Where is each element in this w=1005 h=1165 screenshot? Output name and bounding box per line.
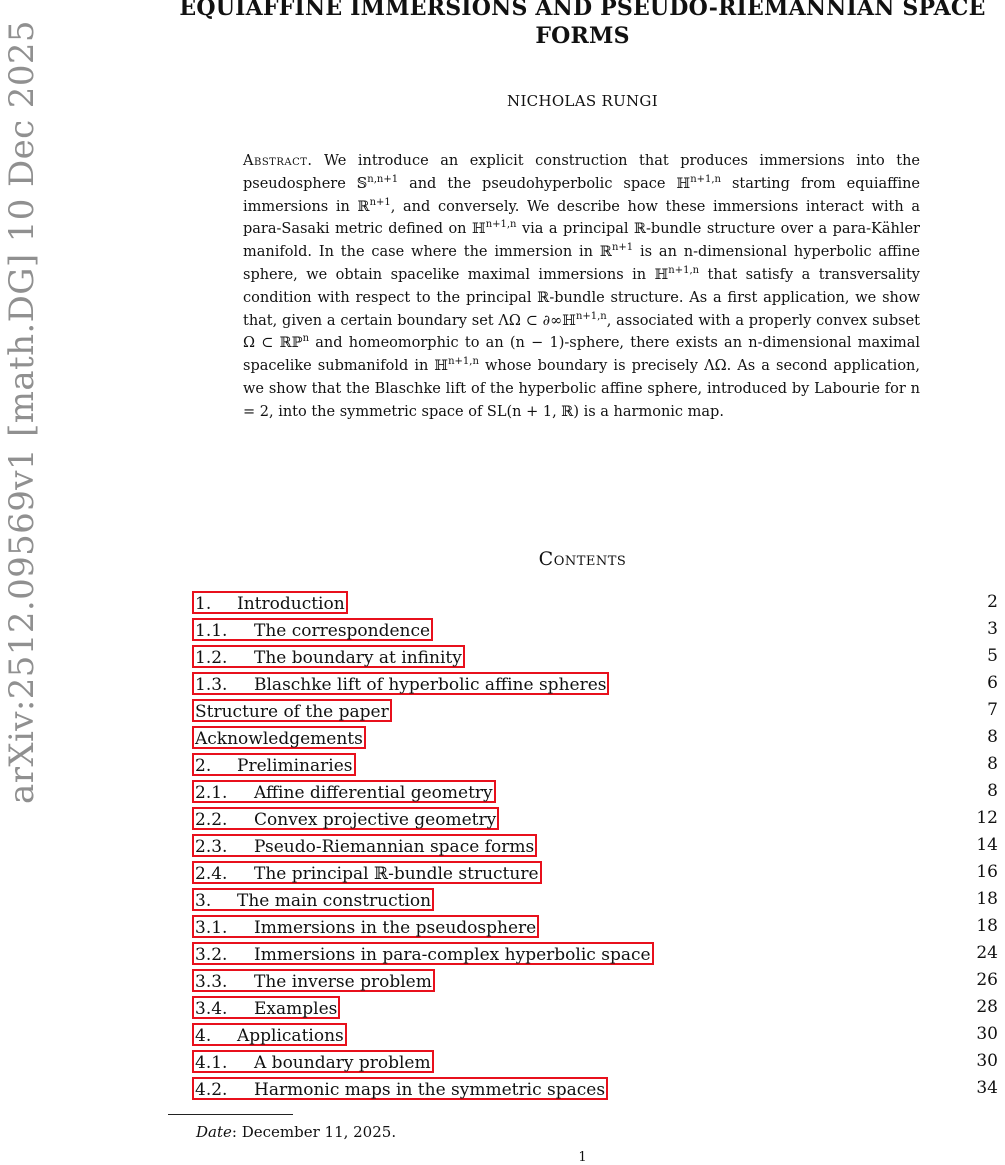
toc-title: Blaschke lift of hyperbolic affine spheres <box>254 675 607 695</box>
toc-number: 1.3. <box>195 675 228 695</box>
toc-title: The boundary at infinity <box>254 648 462 668</box>
toc-number: 2.4. <box>195 864 228 884</box>
math-superscript: n+1 <box>611 242 634 254</box>
math-symbol: ℝ <box>599 244 612 261</box>
toc-row <box>192 1076 998 1103</box>
math-symbol: ℍ <box>562 312 576 329</box>
math-symbol: ℍ <box>654 266 669 283</box>
toc-number: 3. <box>195 891 212 911</box>
toc-link[interactable] <box>192 807 499 830</box>
abstract-text: whose boundary is precisely ΛΩ. As a second application, we show that the Blaschke lift of the hyperbolic affine sphere, introduced by Labourie for n = 2, into the symmetric space of SL(n + 1, ℝ) is a harmonic map. <box>243 358 920 420</box>
toc-link[interactable] <box>192 618 433 641</box>
toc-page-number: 26 <box>976 970 998 990</box>
toc-page-number: 3 <box>987 619 998 639</box>
math-symbol: 𝕊 <box>356 175 368 192</box>
toc-page-number: 8 <box>987 781 998 801</box>
toc-number: 3.1. <box>195 918 228 938</box>
toc-number: 3.3. <box>195 972 228 992</box>
toc-number: 1.1. <box>195 621 228 641</box>
toc-page-number: 16 <box>976 862 998 882</box>
toc-title: Convex projective geometry <box>254 810 497 830</box>
toc-title: Acknowledgements <box>195 729 363 749</box>
math-superscript: n+1,n <box>575 310 607 322</box>
toc-page-number: 30 <box>976 1051 998 1071</box>
toc-title: Immersions in the pseudosphere <box>254 918 537 938</box>
toc-link[interactable] <box>192 996 340 1019</box>
toc-row <box>192 698 998 725</box>
toc-link[interactable] <box>192 726 366 749</box>
toc-page-number: 30 <box>976 1024 998 1044</box>
toc-row <box>192 968 998 995</box>
abstract-label: Abstract. <box>243 153 313 169</box>
toc-link[interactable] <box>192 888 434 911</box>
toc-title: The inverse problem <box>254 972 432 992</box>
toc-number: 4. <box>195 1026 212 1046</box>
toc-page-number: 14 <box>976 835 998 855</box>
math-symbol: ℍ <box>434 358 449 375</box>
toc-row <box>192 725 998 752</box>
toc-title: Structure of the paper <box>195 702 389 722</box>
footnote-text: : December 11, 2025. <box>231 1123 397 1141</box>
abstract-text: and homeomorphic to an (n − 1)-sphere, there exists an n-dimensional maximal spacelike submanifold in <box>243 335 920 375</box>
toc-page-number: 12 <box>976 808 998 828</box>
toc-number: 2.1. <box>195 783 228 803</box>
toc-number: 2.3. <box>195 837 228 857</box>
toc-row <box>192 752 998 779</box>
toc-page-number: 5 <box>987 646 998 666</box>
title-line-2: FORMS <box>535 23 630 49</box>
math-superscript: n+1,n <box>668 265 700 277</box>
abstract-text: , and conversely. We describe how these immersions interact with a para-Sasaki metric defined on <box>243 198 920 238</box>
toc-link[interactable] <box>192 1077 608 1100</box>
toc-row <box>192 1022 998 1049</box>
toc-link[interactable] <box>192 591 348 614</box>
toc-page-number: 7 <box>987 700 998 720</box>
math-superscript: n <box>302 333 310 345</box>
toc-link[interactable] <box>192 834 537 857</box>
toc-row <box>192 779 998 806</box>
toc-page-number: 28 <box>976 997 998 1017</box>
toc-title: The principal ℝ-bundle structure <box>254 864 539 884</box>
toc-title: A boundary problem <box>254 1053 431 1073</box>
toc-link[interactable] <box>192 1050 434 1073</box>
toc-row <box>192 887 998 914</box>
abstract-text: via a principal ℝ-bundle structure over a para-Kähler manifold. In the case where the immersion in <box>243 221 920 261</box>
toc-title: Immersions in para-complex hyperbolic space <box>254 945 651 965</box>
arxiv-stamp <box>0 0 45 1164</box>
toc-row <box>192 941 998 968</box>
math-superscript: n,n+1 <box>367 173 399 185</box>
toc-title: Pseudo-Riemannian space forms <box>254 837 535 857</box>
toc-number: 2. <box>195 756 212 776</box>
toc-link[interactable] <box>192 942 654 965</box>
math-superscript: n+1 <box>369 196 391 208</box>
toc-page-number: 8 <box>987 754 998 774</box>
toc-row <box>192 806 998 833</box>
toc-title: Harmonic maps in the symmetric spaces <box>254 1080 606 1100</box>
toc-link[interactable] <box>192 915 539 938</box>
toc-page-number: 18 <box>976 889 998 909</box>
toc-page-number: 8 <box>987 727 998 747</box>
toc-number: 1. <box>195 594 212 614</box>
math-superscript: n+1,n <box>448 356 479 368</box>
arxiv-identifier: arXiv:2512.09569v1 [math.DG] 10 Dec 2025 <box>2 20 42 804</box>
toc-row <box>192 1049 998 1076</box>
footnote-divider <box>168 1114 293 1115</box>
toc-row <box>192 833 998 860</box>
toc-row <box>192 671 998 698</box>
toc-title: Affine differential geometry <box>254 783 493 803</box>
abstract-text: is an n-dimensional hyperbolic affine sphere, we obtain spacelike maximal immersions in <box>243 244 920 283</box>
toc-number: 2.2. <box>195 810 228 830</box>
math-symbol: ℝ <box>357 198 370 215</box>
toc-row <box>192 995 998 1022</box>
toc-page-number: 34 <box>976 1078 998 1098</box>
toc-number: 3.4. <box>195 999 228 1019</box>
math-symbol: ℍ <box>676 175 691 192</box>
toc-link[interactable] <box>192 969 435 992</box>
date-footnote <box>196 1123 396 1141</box>
contents-heading: Contents <box>538 548 627 570</box>
toc-title: Introduction <box>237 594 345 614</box>
toc-link[interactable] <box>192 645 465 668</box>
toc-link[interactable] <box>192 699 392 722</box>
abstract-text: and the pseudohyperbolic space <box>398 175 677 192</box>
toc-title: Applications <box>237 1026 344 1046</box>
math-superscript: n+1,n <box>485 219 517 231</box>
toc-row <box>192 860 998 887</box>
toc-number: 1.2. <box>195 648 228 668</box>
page-number: 1 <box>578 1150 587 1165</box>
toc-link[interactable] <box>192 861 542 884</box>
abstract-text: , associated with a properly convex subset Ω ⊂ ℝℙ <box>243 312 920 352</box>
abstract-text: We introduce an explicit construction that produces immersions into the pseudosphere <box>243 153 920 192</box>
toc-number: 4.2. <box>195 1080 228 1100</box>
paper-title <box>160 0 1005 50</box>
author-name: NICHOLAS RUNGI <box>507 92 658 110</box>
toc-page-number: 24 <box>976 943 998 963</box>
math-superscript: n+1,n <box>690 173 721 185</box>
toc-link[interactable] <box>192 1023 347 1046</box>
table-of-contents <box>192 590 998 1103</box>
toc-title: The main construction <box>237 891 432 911</box>
toc-title: Preliminaries <box>237 756 353 776</box>
abstract-text: starting from equiaffine immersions in <box>243 175 920 215</box>
toc-row <box>192 914 998 941</box>
toc-title: Examples <box>254 999 338 1019</box>
toc-title: The correspondence <box>254 621 431 641</box>
toc-number: 3.2. <box>195 945 228 965</box>
toc-link[interactable] <box>192 672 609 695</box>
toc-row <box>192 644 998 671</box>
toc-page-number: 18 <box>976 916 998 936</box>
abstract-text: that satisfy a transversality condition with respect to the principal ℝ-bundle structure. As a first application, we show that, given a certain boundary set ΛΩ ⊂ ∂∞ <box>243 266 920 329</box>
footnote-label: Date <box>196 1123 232 1141</box>
toc-row <box>192 617 998 644</box>
math-symbol: ℍ <box>471 221 486 238</box>
toc-link[interactable] <box>192 780 496 803</box>
toc-link[interactable] <box>192 753 356 776</box>
title-line-1: EQUIAFFINE IMMERSIONS AND PSEUDO-RIEMANNIAN SPACE <box>179 0 986 21</box>
toc-number: 4.1. <box>195 1053 228 1073</box>
toc-page-number: 6 <box>987 673 998 693</box>
toc-row <box>192 590 998 617</box>
abstract <box>243 150 920 424</box>
toc-page-number: 2 <box>987 592 998 612</box>
